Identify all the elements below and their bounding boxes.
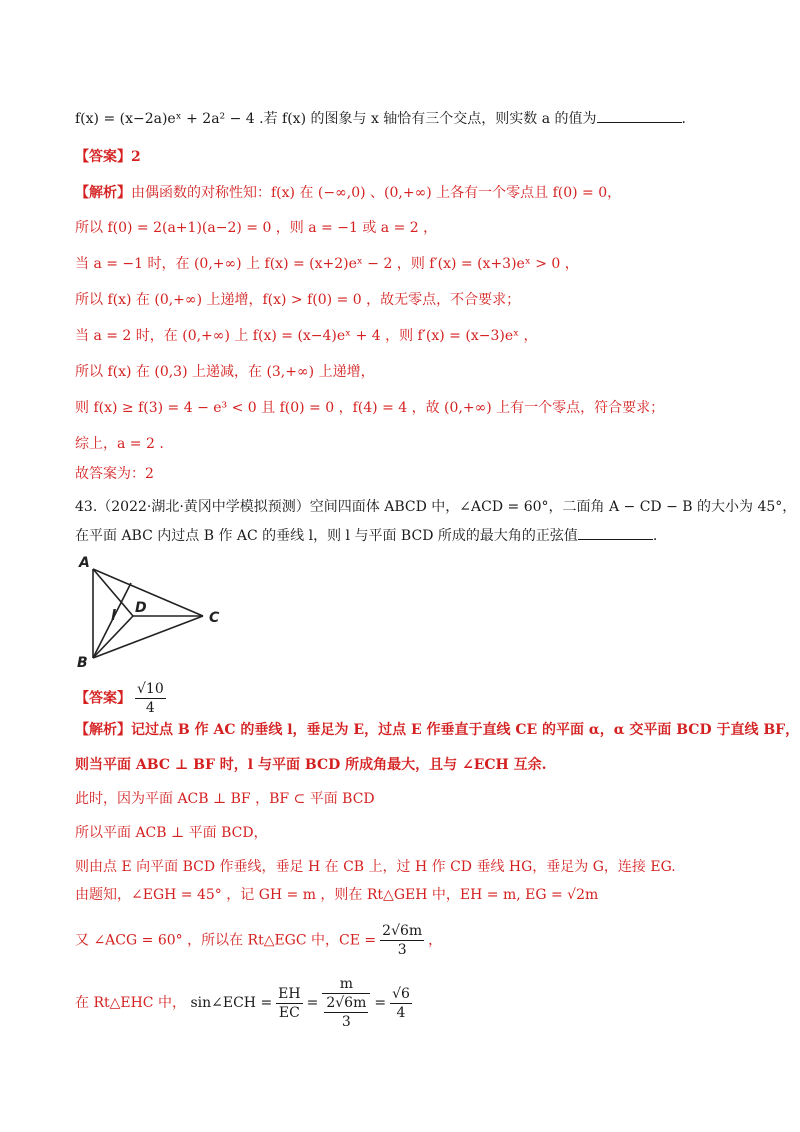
q43-sin-fraction-2 bbox=[322, 975, 370, 1031]
q43-stem-end: . bbox=[652, 528, 658, 544]
q43-sin-f2-nested-numerator: 2√6m bbox=[326, 995, 367, 1011]
q43-ce-denominator: 3 bbox=[397, 942, 407, 958]
q43-sin-f1-numerator: EH bbox=[278, 985, 301, 1002]
q42-answer-tag: 【答案】 bbox=[75, 149, 131, 165]
q43-answer-blank bbox=[578, 525, 653, 540]
vertex-label-a: A bbox=[79, 555, 90, 571]
q42-analysis-line-3: 当 a = −1 时，在 (0,+∞) 上 f(x) = (x+2)eˣ − 2 ，则 f′(x) = (x+3)eˣ > 0 ， bbox=[75, 256, 579, 272]
q43-stem-text: 在平面 ABC 内过点 B 作 AC 的垂线 l，则 l 与平面 BCD 所成的最大角的正弦值 bbox=[75, 528, 578, 544]
q42-answer-value: 2 bbox=[131, 149, 141, 165]
q43-answer-denominator: 4 bbox=[145, 700, 155, 716]
q43-stem-line-2 bbox=[75, 525, 657, 546]
q43-analysis-line-3: 此时，因为平面 ACB ⊥ BF ，BF ⊂ 平面 BCD bbox=[75, 791, 375, 807]
line-label-l: l bbox=[111, 608, 116, 624]
q43-analysis-line-8 bbox=[75, 975, 416, 1031]
q43-analysis-text-1: 记过点 B 作 AC 的垂线 l，垂足为 E，过点 E 作垂直于直线 CE 的平面 α，α 交平面 BCD 于直线 BF， bbox=[131, 722, 800, 738]
q43-sin-f3-denominator: 4 bbox=[396, 1004, 406, 1021]
q43-ce-numerator: 2√6m bbox=[382, 923, 423, 939]
q43-ce-suffix: ， bbox=[428, 932, 443, 949]
q43-ce-fraction bbox=[380, 922, 424, 959]
q43-sin-fraction-1 bbox=[276, 985, 302, 1022]
q43-analysis-line-5: 则由点 E 向平面 BCD 作垂线，垂足 H 在 CB 上，过 H 作 CD 垂线 HG，垂足为 G，连接 EG. bbox=[75, 859, 676, 875]
edge-bc bbox=[93, 616, 203, 658]
q43-answer-tag: 【答案】 bbox=[75, 690, 131, 707]
q43-answer bbox=[75, 680, 170, 717]
q43-sin-prefix: 在 Rt△EHC 中， bbox=[75, 995, 186, 1011]
q42-analysis-line-7: 则 f(x) ≥ f(3) = 4 − e³ < 0 且 f(0) = 0 ，f(4) = 4 ，故 (0,+∞) 上有一个零点，符合要求； bbox=[75, 400, 665, 416]
q42-answer-blank bbox=[597, 108, 682, 123]
q43-sin-f2-denominator bbox=[322, 994, 370, 1031]
q42-stem-text: f(x) = (x−2a)eˣ + 2a² − 4 .若 f(x) 的图象与 x 轴恰有三个交点，则实数 a 的值为 bbox=[75, 111, 597, 127]
q42-stem-end: . bbox=[681, 111, 686, 127]
q42-answer bbox=[75, 147, 141, 167]
q42-analysis-line-2: 所以 f(0) = 2(a+1)(a−2) = 0 ，则 a = −1 或 a = 2 ， bbox=[75, 220, 438, 236]
q43-sin-eq-1: = bbox=[306, 995, 319, 1011]
q43-analysis-line-2: 则当平面 ABC ⊥ BF 时，l 与平面 BCD 所成角最大，且与 ∠ECH 互余. bbox=[75, 757, 547, 773]
q43-sin-f3-numerator: √6 bbox=[392, 985, 410, 1002]
q43-sin-f1-denominator: EC bbox=[278, 1004, 300, 1021]
tetrahedron-figure bbox=[75, 555, 235, 670]
vertex-label-c: C bbox=[209, 610, 220, 626]
q43-answer-numerator: √10 bbox=[137, 681, 164, 697]
q43-ce-prefix: 又 ∠ACG = 60° ，所以在 Rt△EGC 中，CE = bbox=[75, 932, 377, 949]
q42-analysis-line-5: 当 a = 2 时，在 (0,+∞) 上 f(x) = (x−4)eˣ + 4 ，则 f′(x) = (x−3)eˣ ， bbox=[75, 328, 538, 344]
q42-final-answer: 故答案为：2 bbox=[75, 466, 154, 482]
q43-sin-f2-nested-denominator: 3 bbox=[341, 1014, 351, 1030]
q43-analysis-tag: 【解析】 bbox=[75, 722, 131, 738]
vertex-label-d: D bbox=[135, 600, 147, 616]
q43-analysis-line-6: 由题知，∠EGH = 45° ，记 GH = m ，则在 Rt△GEH 中，EH = m, EG = √2m bbox=[75, 887, 599, 903]
q43-answer-fraction bbox=[135, 680, 166, 717]
q43-stem-line-1: 43.（2022·湖北·黄冈中学模拟预测）空间四面体 ABCD 中，∠ACD = 60°，二面角 A − CD − B 的大小为 45°， bbox=[75, 499, 797, 515]
q43-sin-f2-nested-fraction bbox=[324, 994, 368, 1031]
q42-analysis-tag: 【解析】 bbox=[75, 185, 131, 201]
q43-sin-eq-2: = bbox=[374, 995, 387, 1011]
q43-sin-f2-numerator: m bbox=[322, 975, 370, 994]
q43-sin-fraction-3 bbox=[390, 985, 412, 1022]
vertex-label-b: B bbox=[77, 655, 88, 670]
q42-analysis-text-1: 由偶函数的对称性知：f(x) 在 (−∞,0) 、(0,+∞) 上各有一个零点且 f(0) = 0， bbox=[131, 185, 622, 201]
q42-analysis-line-1 bbox=[75, 183, 621, 203]
q43-analysis-line-7 bbox=[75, 922, 442, 959]
q43-sin-label: sin∠ECH = bbox=[190, 995, 273, 1011]
q42-analysis-line-4: 所以 f(x) 在 (0,+∞) 上递增，f(x) > f(0) = 0 ，故无零点，不合要求； bbox=[75, 292, 521, 308]
q42-stem bbox=[75, 108, 686, 129]
q43-analysis-line-1 bbox=[75, 720, 799, 740]
edge-ac bbox=[93, 569, 203, 616]
q42-analysis-line-6: 所以 f(x) 在 (0,3) 上递减，在 (3,+∞) 上递增， bbox=[75, 364, 375, 380]
q42-analysis-line-8: 综上，a = 2 . bbox=[75, 436, 164, 452]
q43-analysis-line-4: 所以平面 ACB ⊥ 平面 BCD， bbox=[75, 825, 268, 841]
